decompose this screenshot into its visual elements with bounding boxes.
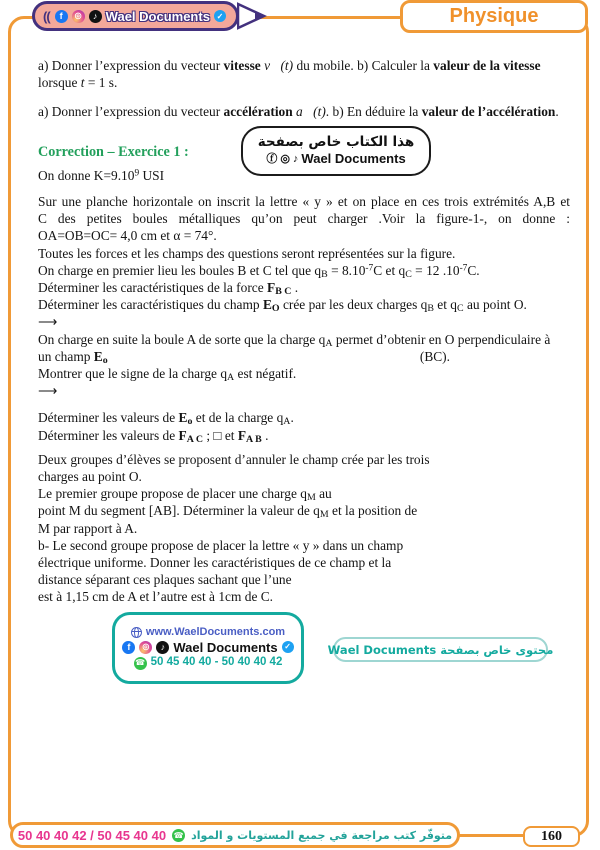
text-segment: b- Le second groupe propose de placer la lettre « y » dans un champ [38,537,404,553]
text-segment: M [319,509,329,521]
brand-pencil-logo [32,1,267,31]
text-segment: du mobile. b) Calculer la [293,58,434,73]
text-segment: On donne K=9.10 [38,167,135,183]
stamp-brand-name: Wael Documents [301,151,406,167]
whatsapp-icon: ☎ [134,657,147,670]
text-segment: B [427,303,434,315]
text-segment: crée par les deux charges q [279,297,428,313]
text-segment: E [178,410,188,426]
text-segment: . [290,410,294,426]
contact-card [112,612,304,684]
tiktok-icon: ♪ [156,641,169,654]
text-segment: A [283,416,291,428]
text-segment: = 1 s. [84,75,118,91]
text-line [38,227,570,244]
text-line [38,210,570,227]
stamp-arabic-text: هذا الكتاب خاص بصفحة [257,134,415,151]
text-segment: électrique uniforme. Donner les caractéristiques de ce champ et la [38,555,392,571]
text-segment: ⟶ [38,383,58,399]
text-line [38,313,570,330]
text-segment: est négatif. [234,366,297,382]
subject-title: Physique [449,5,539,27]
text-segment: A C [186,433,203,445]
text-segment: OA=OB=OC= 4,0 cm et α = 74°. [38,228,217,244]
text-line [38,331,570,348]
tiktok-icon: ♪ [89,10,102,23]
text-line [38,520,570,537]
pencil-eraser-marks: (( [43,8,50,24]
text-segment: . b) En déduire la [325,104,422,120]
text-segment: = 12 .10 [411,262,460,278]
page-number: 160 [541,828,562,844]
text-line [38,365,570,382]
stamp-brand-line [266,151,405,167]
subject-title-box [400,0,588,33]
text-segment: A [227,372,235,384]
instagram-icon: ◎ [280,152,290,165]
text-segment: B C [275,286,292,297]
verified-badge-icon: ✓ [214,10,226,22]
text-line [38,451,570,468]
facebook-icon: f [55,10,68,23]
text-segment: ; □ et [202,427,238,443]
ownership-stamp [241,126,431,176]
text-line [38,427,570,444]
brand-row [122,641,293,654]
text-segment: et q [433,297,458,313]
website-url: www.WaelDocuments.com [145,625,286,638]
text-segment: F [267,280,276,296]
text-line [38,588,570,605]
text-segment: Déterminer les caractéristiques du champ [38,297,263,313]
text-line [38,348,450,365]
text-segment: valeur de l’accélération [421,104,556,120]
text-line [38,262,570,279]
text-segment: Correction – Exercice 1 : [38,143,189,160]
text-segment: A [325,337,333,349]
text-line [38,468,570,485]
text-segment: . [261,427,269,443]
exclusive-content-pill [327,637,554,662]
text-segment: permet d’obtenir en O perpendiculaire à [332,331,551,347]
bottom-info-bar [10,822,460,848]
text-segment: charges au point O. [38,469,142,485]
text-line [38,409,570,426]
text-segment: A B [246,433,262,445]
text-line [38,537,570,554]
text-segment: Deux groupes d’élèves se proposent d’annuler le champ crée par les trois [38,451,430,467]
text-segment: C des petites boules métalliques qu’on peut charger .Voir la figure-1-, on donne : [38,211,570,227]
text-segment: On charge en premier lieu les boules B et C tel que q [38,262,322,278]
text-segment: lorsque [38,75,81,91]
text-segment: Déterminer les valeurs de [38,410,179,426]
text-line [38,485,570,502]
text-segment: a) Donner l’expression du vecteur [38,58,224,73]
text-segment: Le premier groupe propose de placer une charge q [38,486,307,502]
brand-name: Wael Documents [105,8,210,24]
text-segment: valeur de la vitesse [433,58,541,73]
text-line [38,502,570,519]
text-line [38,296,570,313]
exclusive-content-text: محتوى خاص بصفحة Wael Documents [327,642,554,657]
text-line [38,193,570,210]
text-segment: Déterminer les valeurs de [38,427,179,443]
text-segment: point M du segment [AB]. Déterminer la valeur de q [38,503,320,519]
pencil-tip-icon [237,2,267,30]
text-segment: (BC). [419,348,450,364]
text-segment: un champ [38,348,94,364]
text-segment: et la position de [328,503,418,519]
phone-row [134,657,283,670]
text-segment: F [237,427,247,443]
text-segment: Déterminer les caractéristiques de la force [38,280,268,296]
facebook-icon: f [122,641,135,654]
text-segment: E [93,348,103,364]
text-segment: M par rapport à A. [38,520,138,536]
phone-numbers: 50 40 40 42 / 50 45 40 40 [17,827,167,843]
text-segment: ⟶ [38,314,58,330]
text-segment: accélération [223,104,297,120]
facebook-icon: ⓕ [266,152,278,165]
text-segment: B [321,268,328,280]
text-segment: a) Donner l’expression du vecteur [38,104,224,120]
text-segment: = 8.10 [327,262,366,278]
text-segment: vitesse [223,58,265,73]
text-segment: v⃗(t) [264,58,294,73]
text-segment: distance séparant ces plaques sachant que l’une [38,572,292,588]
text-segment: Toutes les forces et les champs des questions seront représentées sur la figure. [38,245,456,261]
text-segment: a⃗(t) [296,104,326,120]
text-segment: au point O. [463,297,527,313]
text-segment: t [80,75,85,91]
text-segment: M [306,492,316,504]
text-segment: C et q [373,262,406,278]
text-line [38,57,570,74]
split-left [38,348,108,365]
whatsapp-icon: ☎ [173,830,184,840]
text-line [38,554,570,571]
split-right [420,348,450,365]
text-segment: O [271,303,280,315]
text-segment: C [405,268,412,280]
text-segment: -7 [365,263,374,274]
text-segment: . [291,280,299,296]
text-segment: E [262,297,272,313]
text-line [38,245,570,262]
bottom-arabic-text: متوفّر كتب مراجعة في جميع المستويات و المواد [191,828,453,842]
instagram-icon: ◎ [72,10,85,23]
text-segment: F [178,427,187,443]
text-segment: -7 [459,263,468,274]
text-line [38,571,570,588]
pencil-body [32,1,239,31]
text-segment: USI [139,167,165,183]
phone-numbers: 50 45 40 40 - 50 40 40 42 [150,656,283,669]
text-line [38,74,570,91]
text-segment: o [102,354,108,366]
text-segment: C [457,303,464,315]
text-segment: Montrer que le signe de la charge q [38,366,228,382]
text-segment: On charge en suite la boule A de sorte que la charge q [38,331,326,347]
text-segment: et de la charge q [192,410,284,426]
text-segment: Sur une planche horizontale on inscrit la lettre « y » et on place en ces trois extrémités A,B et [38,194,570,210]
brand-name: Wael Documents [173,639,278,655]
text-line [38,382,570,399]
text-segment: C. [467,262,480,278]
text-segment: o [187,416,193,428]
text-segment: 9 [134,168,140,179]
instagram-icon: ◎ [139,641,152,654]
text-line [38,279,570,296]
verified-badge-icon: ✓ [282,641,294,653]
globe-icon [131,627,142,638]
tiktok-icon: ♪ [292,152,299,165]
text-segment: au [315,486,332,502]
website-row [131,627,285,638]
text-segment: est à 1,15 cm de A et l’autre est à 1cm de C. [38,589,274,605]
page-number-box [523,826,580,847]
text-segment: . [555,104,559,120]
text-line [38,103,570,120]
